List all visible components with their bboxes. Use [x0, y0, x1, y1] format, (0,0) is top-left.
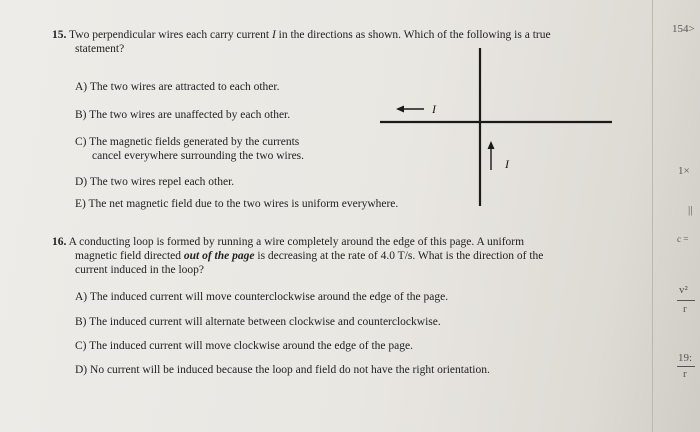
vertical-current-label: I [505, 157, 509, 171]
q16-choice-a[interactable] [75, 291, 448, 304]
question-15-prompt [52, 29, 652, 42]
choice-text: The net magnetic field due to the two wires is uniform everywhere. [88, 198, 399, 210]
prompt-text: Two perpendicular wires each carry current [69, 29, 270, 41]
choice-label: C) [75, 136, 87, 148]
q15-choice-b[interactable] [75, 109, 290, 122]
choice-text: The two wires are unaffected by each other. [89, 109, 291, 121]
question-16-prompt [52, 236, 652, 249]
question-15-prompt-line2: statement? [75, 43, 125, 55]
choice-text: The induced current will move clockwise around the edge of the page. [89, 340, 413, 352]
question-16-prompt-line2 [75, 250, 543, 263]
prompt-emphasis: out of the page [183, 250, 255, 262]
margin-fragment-eq: c = [677, 234, 689, 244]
choice-label: D) [75, 176, 88, 188]
choice-text: The two wires are attracted to each other. [89, 81, 280, 93]
choice-text: The two wires repel each other. [89, 176, 235, 188]
horizontal-current-label: I [432, 102, 436, 116]
margin-fraction-num: v² [679, 284, 688, 296]
q15-choice-a[interactable] [75, 81, 279, 94]
prompt-text: is decreasing at the rate of 4.0 T/s. What is the direction of the [257, 250, 544, 262]
choice-label: D) [75, 364, 88, 376]
margin-fraction2-num: 19: [678, 352, 693, 364]
margin-fraction-den: r [683, 303, 687, 315]
margin-fraction2-den: r [683, 368, 687, 380]
choice-label: A) [75, 81, 88, 93]
margin-fragment-mid: 1× [678, 165, 690, 177]
margin-fragment-top: 154> [672, 23, 695, 35]
choice-label: B) [75, 316, 87, 328]
q15-choice-c[interactable] [75, 136, 299, 149]
margin-fragment-bar: || [688, 204, 693, 216]
prompt-text: magnetic field directed [75, 250, 182, 262]
q15-choice-c-line2: cancel everywhere surrounding the two wires. [92, 150, 305, 162]
choice-label: B) [75, 109, 87, 121]
q15-choice-d[interactable] [75, 176, 234, 189]
q16-choice-d[interactable] [75, 364, 490, 377]
choice-label: A) [75, 291, 88, 303]
current-variable: I [271, 29, 276, 41]
up-arrow-icon [488, 141, 495, 170]
question-number: 16. [52, 236, 67, 248]
left-arrow-icon [396, 106, 424, 113]
choice-text: The induced current will move counterclockwise around the edge of the page. [89, 291, 449, 303]
margin-fraction2-bar [677, 366, 695, 367]
prompt-text: A conducting loop is formed by running a wire completely around the edge of this page. A uniform [68, 236, 525, 248]
margin-fraction-bar [677, 300, 695, 301]
wires-diagram [380, 44, 620, 214]
choice-label: C) [75, 340, 87, 352]
prompt-text: in the directions as shown. Which of the following is a true [278, 29, 551, 41]
choice-text: No current will be induced because the loop and field do not have the right orientation. [90, 364, 490, 376]
question-number: 15. [52, 29, 67, 41]
q16-choice-c[interactable] [75, 340, 413, 353]
choice-label: E) [75, 198, 86, 210]
choice-text: The magnetic fields generated by the currents [89, 136, 300, 148]
q15-choice-e[interactable] [75, 198, 398, 211]
q16-choice-b[interactable] [75, 316, 441, 329]
question-16-prompt-line3: current induced in the loop? [75, 264, 205, 276]
choice-text: The induced current will alternate between clockwise and counterclockwise. [89, 316, 441, 328]
page-fold [652, 0, 653, 432]
